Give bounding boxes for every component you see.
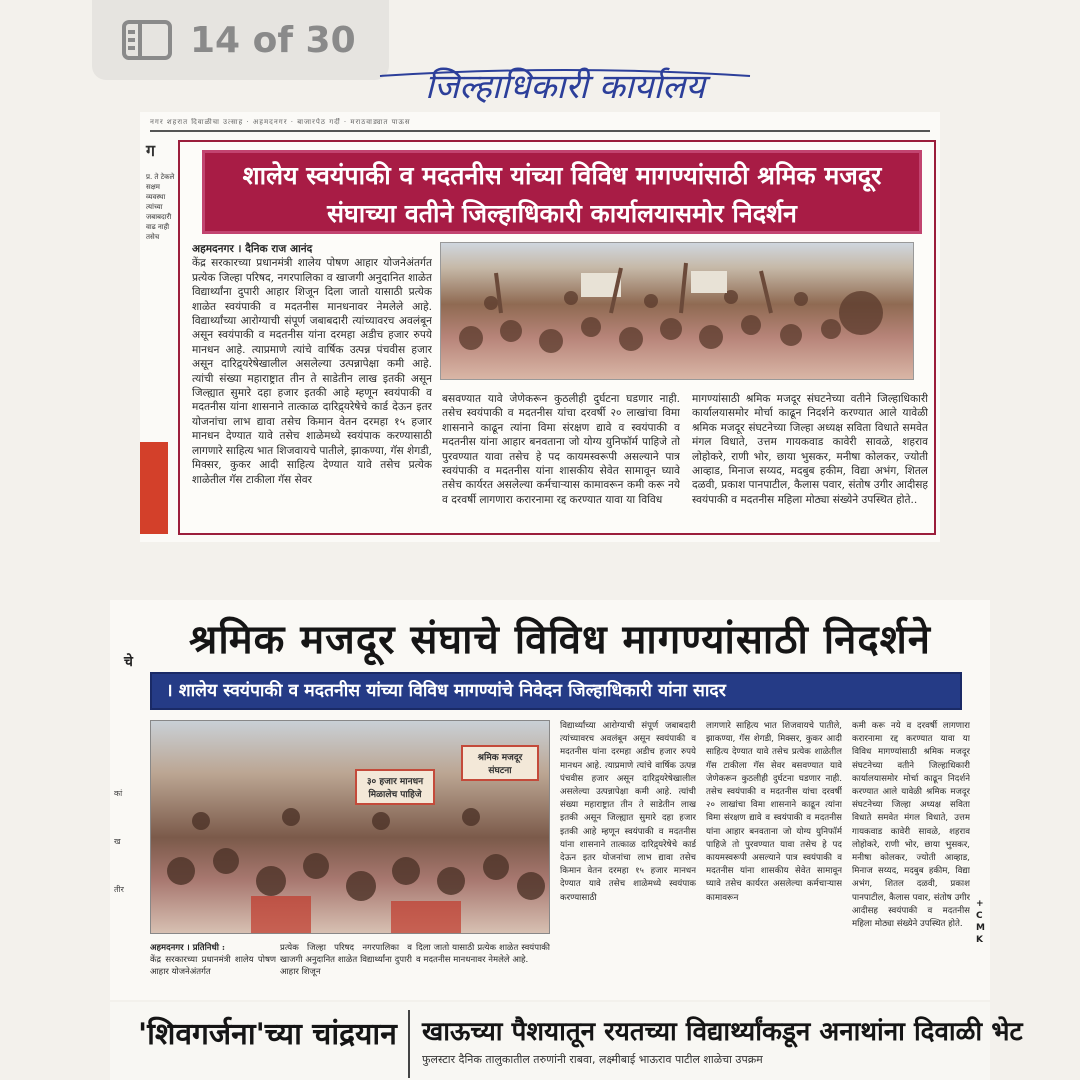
article-1-column-1-text: केंद्र सरकारच्या प्रधानमंत्री शालेय पोषण आहार योजनेअंतर्गत प्रत्येक जिल्हा परिषद, नगरपालिका व खाजगी अनुदानित शाळेत विद्यार्थ्यांना दुपारी आहार शिजून दिला जातो यासाठी प्रत्येक शाळेत स्वयंपाकी व मदतनीस मानधनावर नेमलेले आहे. विद्यार्थ्यांच्या आरोग्याची संपूर्ण जबाबदारी त्यांच्यावरच अवलंबून असून स्वयंपाकी व मदतनीस यांना दरमहा अडीच हजार रुपये मानधन आहे. त्याप्रमाणे त्यांचे वार्षिक उत्पन्न पंचवीस हजार असून दारिद्र्यरेषेखालील असलेल्या उत्पन्नापेक्षा कमी आहे. त्यांची संख्या महाराष्ट्रात तीन ते साडेतीन लाख इतकी असून जिल्ह्यात सुमारे दहा हजार इतकी आहे म्हणून स्वयंपाकी व मदतनीस यांना शासनाने तात्काळ दारिद्र्यरेषेचे कार्ड देऊन इतर योजनांचा लाभ द्यावा तसेच किमान वेतन दरमहा १५ हजार मानधन देण्यात यावे तसेच शाळेमध्ये स्वयंपाक करण्यासाठी लागणारे साहित्य भात शिजवायचे पातीले, झाकण्या, गॅस शेगडी, मिक्सर, कुकर आदी साहित्य देण्यात यावे तसेच प्रत्येक शाळेतील गॅस टाकीला गॅस सेवर bbox=[192, 257, 432, 486]
clipping-top-strip: नगर शहरात दिवाळीचा उत्साह · अहमदनगर · बाजारपेठ गर्दी · मराठवाड्यात पाऊस bbox=[150, 118, 930, 132]
protest-sign-2: श्रमिक मजदूर संघटना bbox=[461, 745, 539, 781]
page-indicator[interactable] bbox=[92, 0, 389, 80]
article-2-column-5: लागणारे साहित्य भात शिजवायचे पातीले, झाकण्या, गॅस शेगडी, मिक्सर, कुकर आदी साहित्य देण्यात यावे तसेच प्रत्येक शाळेतील गॅस टाकीला गॅस सेवर बसवण्यात यावे जेणेकरून कुठलीही दुर्घटना घडणार नाही. तसेच स्वयंपाकी व मदतनीस यांचा दरवर्षी २० लाखांचा विमा शासनाने काढून त्यांना विमा संरक्षण द्यावे व स्वयंपाकी व मदतनीस यांना आहार बनवताना जो योग्य युनिफॉर्म पाहिजे तो पुरवण्यात यावा तसेच हे पद कायमस्वरूपी असल्याने पात्र स्वयंपाकी व मदतनीस यांना शासकीय सेवेत सामावून घ्यावे तसेच कार्यरत असलेल्या कर्मचाऱ्यास कामावरून bbox=[706, 721, 842, 903]
print-registration-marks: + C M K bbox=[976, 899, 985, 945]
newspaper-clipping-2 bbox=[110, 600, 990, 1000]
article-1-byline: अहमदनगर । दैनिक राज आनंद bbox=[192, 243, 313, 255]
bottom-headlines bbox=[110, 1002, 1023, 1080]
margin-mark: तीर bbox=[114, 885, 124, 894]
article-1-headline: शालेय स्वयंपाकी व मदतनीस यांच्या विविध मागण्यांसाठी श्रमिक मजदूर संघाच्या वतीने जिल्हाधिकारी कार्यालयासमोर निदर्शन bbox=[202, 150, 922, 234]
red-ad-strip bbox=[140, 442, 168, 534]
article-1-column-1 bbox=[192, 242, 432, 532]
article-2-headline: श्रमिक मजदूर संघाचे विविध मागण्यांसाठी निदर्शने bbox=[189, 617, 931, 663]
article-2-column-4: विद्यार्थ्यांच्या आरोग्याची संपूर्ण जबाबदारी त्यांच्यावरच अवलंबून असून स्वयंपाकी व मदतनीस यांना दरमहा अडीच हजार रुपये मानधन आहे. त्याप्रमाणे त्यांचे वार्षिक उत्पन्न पंचवीस हजार असून दारिद्र्यरेषेखालील असलेल्या उत्पन्नापेक्षा कमी आहे. त्यांची संख्या महाराष्ट्रात तीन ते साडेतीन लाख इतकी असून जिल्ह्यात सुमारे दहा हजार इतकी आहे म्हणून स्वयंपाकी व मदतनीस यांना शासनाने तात्काळ दारिद्र्यरेषेचे कार्ड देऊन इतर योजनांचा लाभ द्यावा तसेच किमान वेतन दरमहा १५ हजार मानधन देण्यात यावे तसेच शाळेमध्ये स्वयंपाक करण्यासाठी bbox=[560, 721, 696, 903]
article-2-column-3: दिला जातो यासाठी प्रत्येक शाळेत स्वयंपाकी व मदतनीस मानधनावर नेमलेले आहे. bbox=[416, 943, 550, 965]
handwritten-note-text: जिल्हाधिकारी कार्यालय bbox=[425, 67, 705, 107]
bottom-headline-left: 'शिवगर्जना'च्या चांद्रयान bbox=[138, 1017, 397, 1052]
column-divider bbox=[408, 1010, 410, 1078]
margin-mark: कां bbox=[114, 789, 123, 798]
crowd-photo-icon bbox=[441, 243, 914, 380]
article-2-column-6: कमी करू नये व दरवर्षी लागणारा करारनामा रद्द करण्यात यावा या विविध मागण्यांसाठी श्रमिक मजदूर संघटनेच्या वतीने जिल्हाधिकारी कार्यालयासमोर मोर्चा काढून निदर्शने करण्यात आले यावेळी श्रमिक मजदूर संघटनेच्या जिल्हा अध्यक्ष सविता विधाते समवेत मंगल विधाते, उत्तम गायकवाड कावेरी सावळे, शहराव लोहोकरे, राणी भोर, छाया भुसकर, मनीषा कोलकर, ज्योती आव्हाड, मिनाज सय्यद, मदबुब हकीम, विद्या अभंग, शितल दळवी, प्रकाश पानपाटील, कैलास पवार, संतोष उगीर आदीसह स्वयंपाकी व मदतनीस महिला मोठ्या संख्येने उपस्थित होते. bbox=[852, 721, 970, 930]
article-2-subheadline: । शालेय स्वयंपाकी व मदतनीस यांच्या विविध मागण्यांचे निवेदन जिल्हाधिकारी यांना सादर bbox=[150, 672, 962, 710]
article-1-column-3: मागण्यांसाठी श्रमिक मजदूर संघटनेच्या वतीने जिल्हाधिकारी कार्यालयासमोर मोर्चा काढून निदर्शने करण्यात आले यावेळी श्रमिक मजदूर संघटनेच्या जिल्हा अध्यक्ष सविता विधाते समवेत मंगल विधाते, उत्तम गायकवाड कावेरी सावळे, शहराव लोहोकरे, राणी भोर, छाया भुसकर, मनीषा कोलकर, ज्योती आव्हाड, मिनाज सय्यद, मदबुब हकीम, विद्या अभंग, शितल दळवी, प्रकाश पानपाटील, कैलास पवार, संतोष उगीर आदीसह स्वयंपाकी व मदतनीस महिला मोठ्या संख्येने उपस्थित होते.. bbox=[692, 393, 928, 506]
article-2-column-1 bbox=[150, 942, 276, 990]
bottom-subline: फुलस्टार दैनिक तालुकातील तरुणांनी राबवा, लक्ष्मीबाई भाऊराव पाटील शाळेचा उपक्रम bbox=[422, 1053, 763, 1066]
margin-mark: ख bbox=[114, 837, 121, 846]
protest-sign-1: ३० हजार मानधन मिळालेच पाहिजे bbox=[355, 769, 435, 805]
protest-photo-1 bbox=[440, 242, 914, 380]
margin-char: चे bbox=[124, 654, 133, 670]
sidebar-panel-icon[interactable] bbox=[122, 20, 172, 60]
article-2-byline: अहमदनगर । प्रतिनिधी : bbox=[150, 943, 226, 953]
article-box-1 bbox=[178, 140, 936, 535]
left-margin-marks bbox=[114, 770, 138, 914]
handwritten-note bbox=[370, 62, 760, 112]
article-1-column-2: बसवण्यात यावे जेणेकरून कुठलीही दुर्घटना घडणार नाही. तसेच स्वयंपाकी व मदतनीस यांचा दरवर्षी २० लाखांचा विमा शासनाने काढून त्यांना विमा संरक्षण द्यावे व स्वयंपाकी व मदतनीस यांना आहार बनवताना जो योग्य युनिफॉर्म पाहिजे तो पुरवण्यात यावा तसेच हे पद कायमस्वरूपी असल्याने पात्र स्वयंपाकी व मदतनीस यांना शासकीय सेवेत सामावून घ्यावे तसेच कार्यरत असलेल्या कर्मचाऱ्यास कामावरून कमी करू नये व दरवर्षी लागणारा करारनामा रद्द करण्यात यावा या विविध bbox=[442, 393, 680, 506]
article-2-column-1-text: केंद्र सरकारच्या प्रधानमंत्री शालेय पोषण आहार योजनेअंतर्गत bbox=[150, 955, 276, 977]
protest-photo-2 bbox=[150, 720, 550, 934]
margin-letter: ग bbox=[146, 141, 156, 160]
bottom-headline-right: खाऊच्या पैशयातून रयतच्या विद्यार्थ्यांकडून अनाथांना दिवाळी भेट bbox=[422, 1017, 1023, 1047]
page-count-label: 14 of 30 bbox=[190, 19, 356, 61]
margin-text: प्र. ते टेकले सक्षम व्यवस्था त्यांच्या जबाबदारी वाढ नाही तसेच bbox=[146, 173, 175, 241]
article-2-column-2: प्रत्येक जिल्हा परिषद नगरपालिका व खाजगी अनुदानित शाळेत विद्यार्थ्यांना दुपारी आहार शिजून bbox=[280, 943, 412, 977]
newspaper-clipping-1 bbox=[140, 112, 940, 542]
handwriting-underline-icon bbox=[370, 62, 760, 112]
